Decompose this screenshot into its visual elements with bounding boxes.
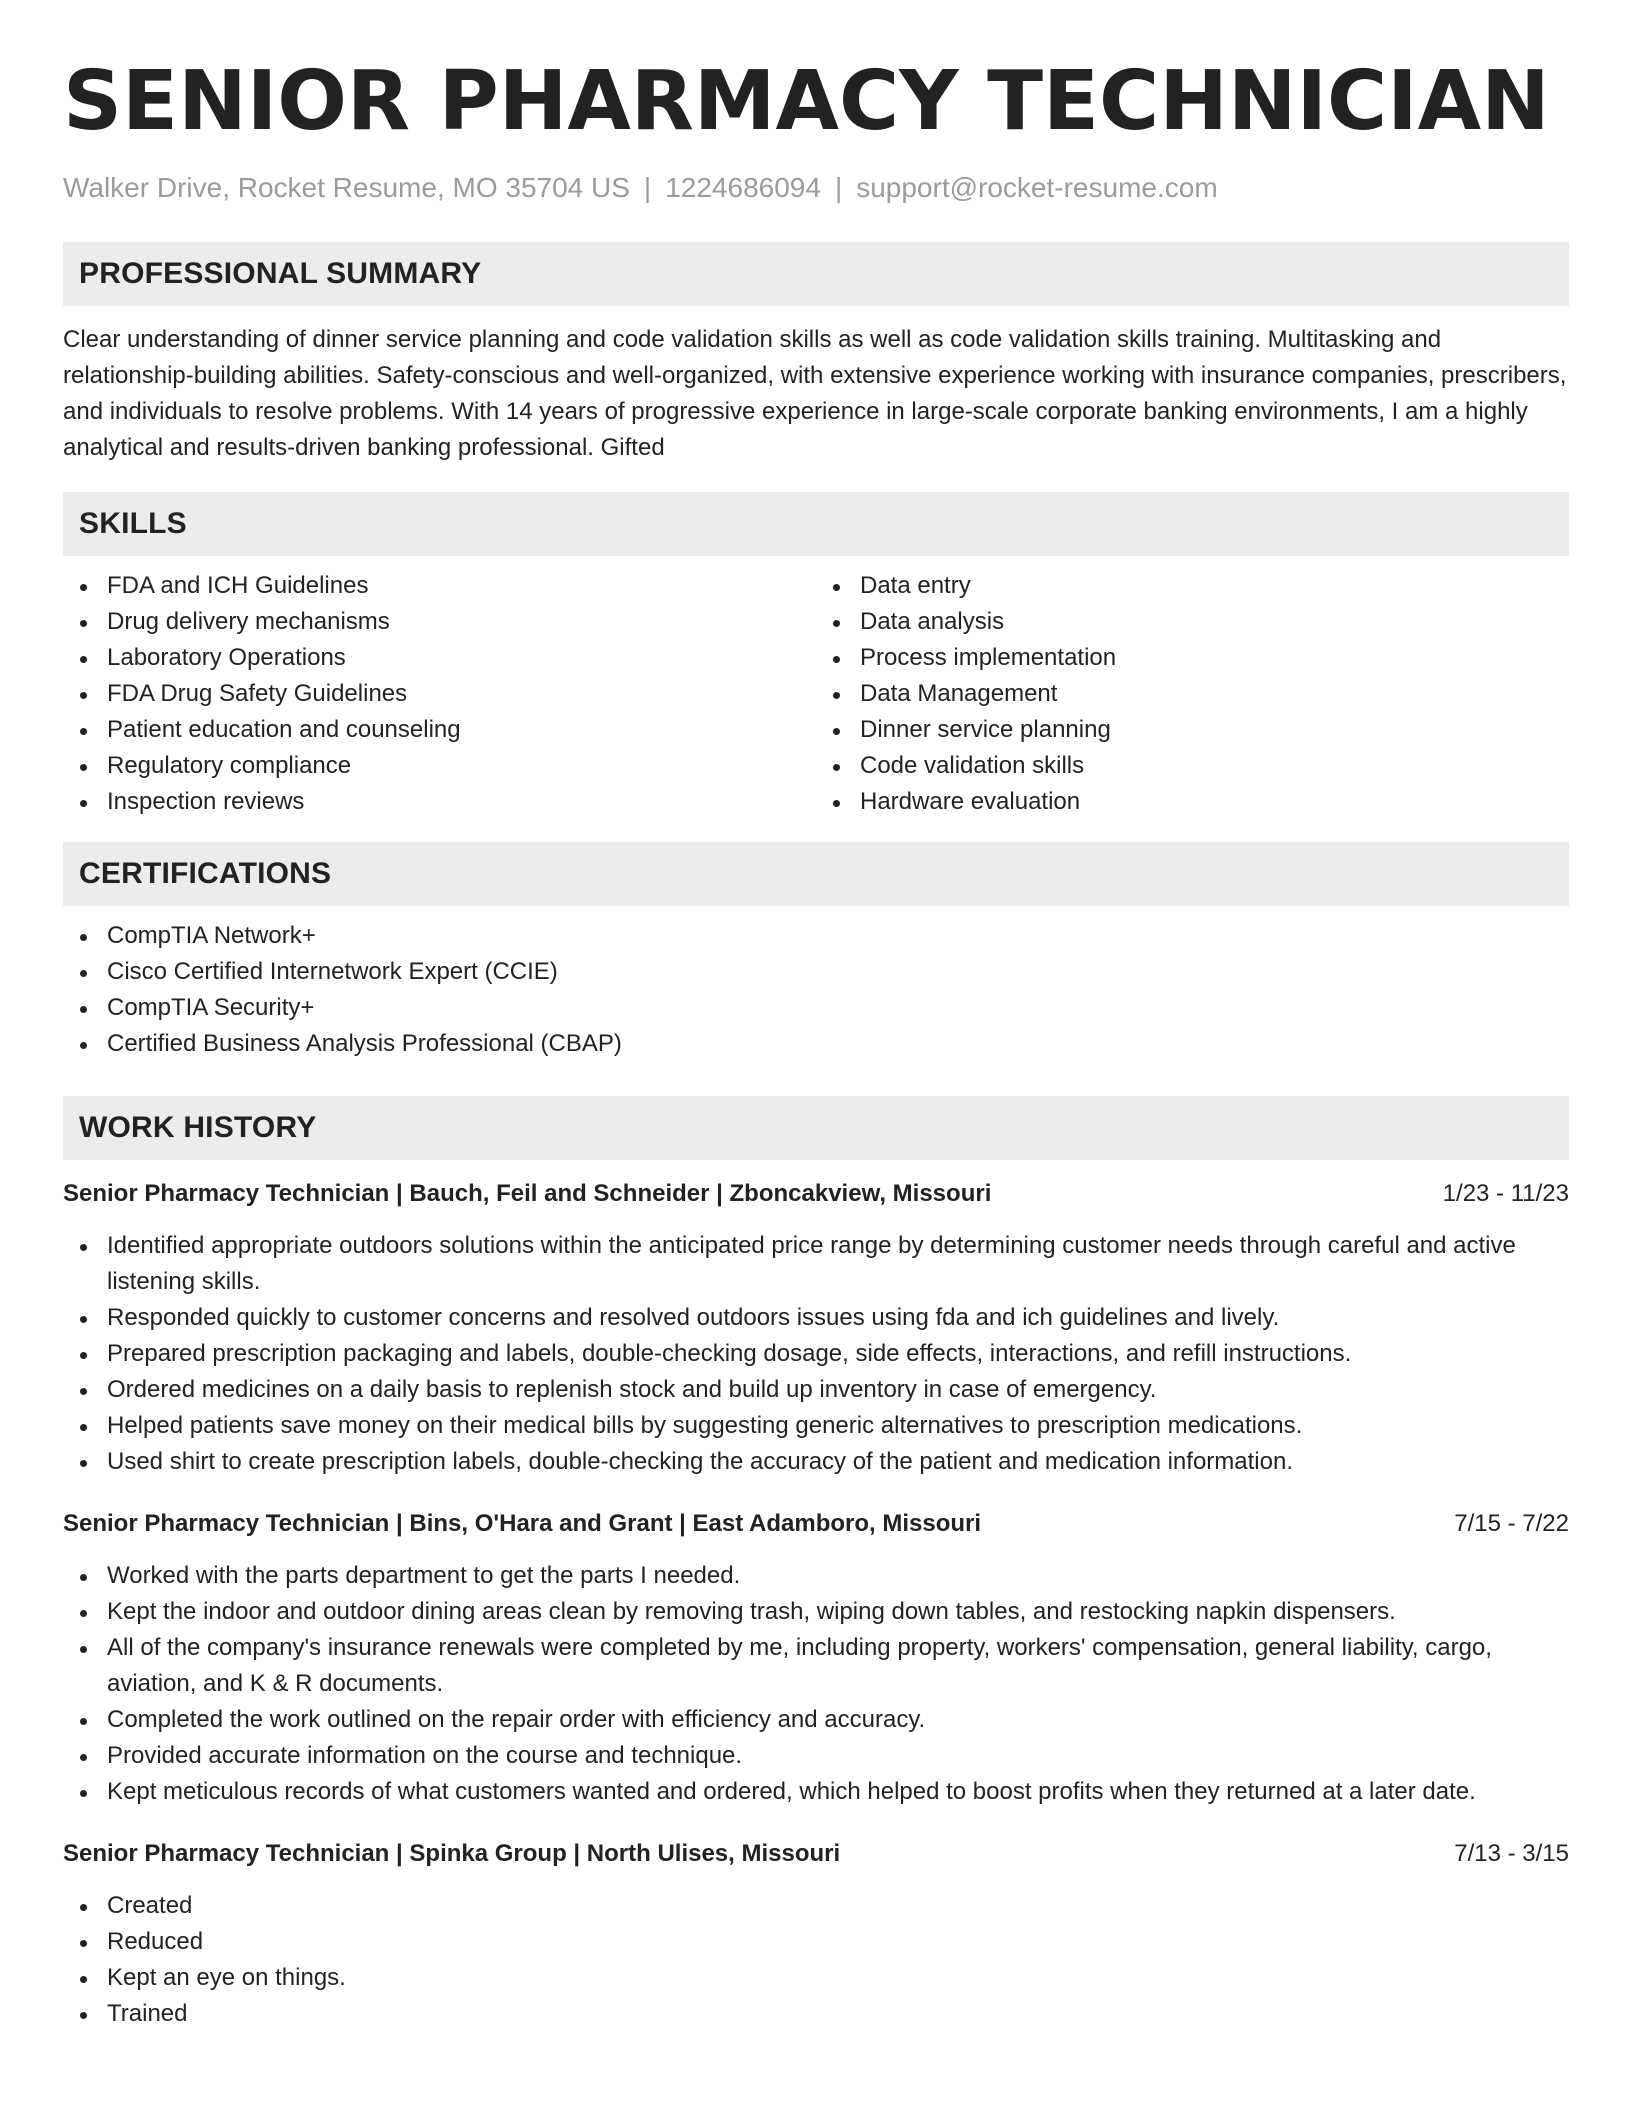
resume-name: SENIOR PHARMACY TECHNICIAN <box>63 54 1550 149</box>
skills-list-left <box>63 568 816 820</box>
job-bullet: Worked with the parts department to get the parts I needed. <box>63 1558 1569 1594</box>
job-bullet: Trained <box>63 1996 1569 2032</box>
job-bullet: Prepared prescription packaging and labels, double-checking dosage, side effects, interactions, and refill instructions. <box>63 1336 1569 1372</box>
job-bullet: Completed the work outlined on the repair order with efficiency and accuracy. <box>63 1702 1569 1738</box>
job-dates: 7/13 - 3/15 <box>1454 1840 1569 1867</box>
job-bullet: Responded quickly to customer concerns and resolved outdoors issues using fda and ich guidelines and lively. <box>63 1300 1569 1336</box>
skills-section <box>63 492 1569 820</box>
job-dates: 1/23 - 11/23 <box>1442 1180 1569 1207</box>
job-bullet: Provided accurate information on the course and technique. <box>63 1738 1569 1774</box>
job-bullet: All of the company's insurance renewals were completed by me, including property, workers' compensation, general liability, cargo, aviation, and K & R documents. <box>63 1630 1569 1702</box>
summary-section <box>63 242 1569 466</box>
skill-item: Laboratory Operations <box>63 640 816 676</box>
skill-item: Drug delivery mechanisms <box>63 604 816 640</box>
certification-item: CompTIA Security+ <box>63 990 1569 1026</box>
skill-item: Regulatory compliance <box>63 748 816 784</box>
skill-item: Data Management <box>816 676 1569 712</box>
skill-item: Inspection reviews <box>63 784 816 820</box>
job-entry <box>63 1836 1569 2032</box>
job-bullet: Reduced <box>63 1924 1569 1960</box>
work-history-section <box>63 1096 1569 2032</box>
job-header <box>63 1176 1569 1212</box>
job-title: Senior Pharmacy Technician | Bauch, Feil and Schneider | Zboncakview, Missouri <box>63 1180 992 1207</box>
contact-line <box>63 170 1569 206</box>
contact-separator: | <box>643 172 652 203</box>
work-history-heading: WORK HISTORY <box>63 1096 1569 1160</box>
skill-item: Hardware evaluation <box>816 784 1569 820</box>
job-bullet: Helped patients save money on their medical bills by suggesting generic alternatives to prescription medications. <box>63 1408 1569 1444</box>
contact-separator: | <box>834 172 843 203</box>
job-header <box>63 1836 1569 1872</box>
certifications-heading: CERTIFICATIONS <box>63 842 1569 906</box>
skill-item: Process implementation <box>816 640 1569 676</box>
skill-item: FDA Drug Safety Guidelines <box>63 676 816 712</box>
skill-item: Data entry <box>816 568 1569 604</box>
skill-item: Dinner service planning <box>816 712 1569 748</box>
job-bullets <box>63 1228 1569 1480</box>
contact-phone: 1224686094 <box>665 172 821 203</box>
job-bullets <box>63 1888 1569 2032</box>
certification-item: Certified Business Analysis Professional (CBAP) <box>63 1026 1569 1062</box>
job-bullet: Used shirt to create prescription labels, double-checking the accuracy of the patient and medication information. <box>63 1444 1569 1480</box>
job-bullets <box>63 1558 1569 1810</box>
skill-item: Code validation skills <box>816 748 1569 784</box>
skills-heading: SKILLS <box>63 492 1569 556</box>
contact-address: Walker Drive, Rocket Resume, MO 35704 US <box>63 172 630 203</box>
job-bullet: Kept an eye on things. <box>63 1960 1569 1996</box>
skill-item: Patient education and counseling <box>63 712 816 748</box>
skills-column-right <box>816 568 1569 820</box>
job-header <box>63 1506 1569 1542</box>
skills-columns <box>63 568 1569 820</box>
skills-list-right <box>816 568 1569 820</box>
job-bullet: Identified appropriate outdoors solutions within the anticipated price range by determining customer needs through careful and active listening skills. <box>63 1228 1569 1300</box>
skill-item: FDA and ICH Guidelines <box>63 568 816 604</box>
job-entry <box>63 1506 1569 1810</box>
job-title: Senior Pharmacy Technician | Bins, O'Hara and Grant | East Adamboro, Missouri <box>63 1510 982 1537</box>
job-bullet: Kept the indoor and outdoor dining areas clean by removing trash, wiping down tables, and restocking napkin dispensers. <box>63 1594 1569 1630</box>
job-bullet: Ordered medicines on a daily basis to replenish stock and build up inventory in case of emergency. <box>63 1372 1569 1408</box>
certifications-section <box>63 842 1569 1062</box>
summary-text: Clear understanding of dinner service planning and code validation skills as well as code validation skills training. Multitasking and relationship-building abilities. Safety-conscious and well-organized, with extensive experience working with insurance companies, prescribers, and individuals to resolve problems. With 14 years of progressive experience in large-scale corporate banking environments, I am a highly analytical and results-driven banking professional. Gifted <box>63 326 1567 461</box>
summary-heading: PROFESSIONAL SUMMARY <box>63 242 1569 306</box>
job-entry <box>63 1176 1569 1480</box>
skills-column-left <box>63 568 816 820</box>
certification-item: Cisco Certified Internetwork Expert (CCIE) <box>63 954 1569 990</box>
job-dates: 7/15 - 7/22 <box>1454 1510 1569 1537</box>
job-bullet: Created <box>63 1888 1569 1924</box>
certifications-list <box>63 918 1569 1062</box>
skill-item: Data analysis <box>816 604 1569 640</box>
contact-email: support@rocket-resume.com <box>856 172 1218 203</box>
job-title: Senior Pharmacy Technician | Spinka Group | North Ulises, Missouri <box>63 1840 841 1867</box>
certification-item: CompTIA Network+ <box>63 918 1569 954</box>
job-bullet: Kept meticulous records of what customers wanted and ordered, which helped to boost profits when they returned at a later date. <box>63 1774 1569 1810</box>
